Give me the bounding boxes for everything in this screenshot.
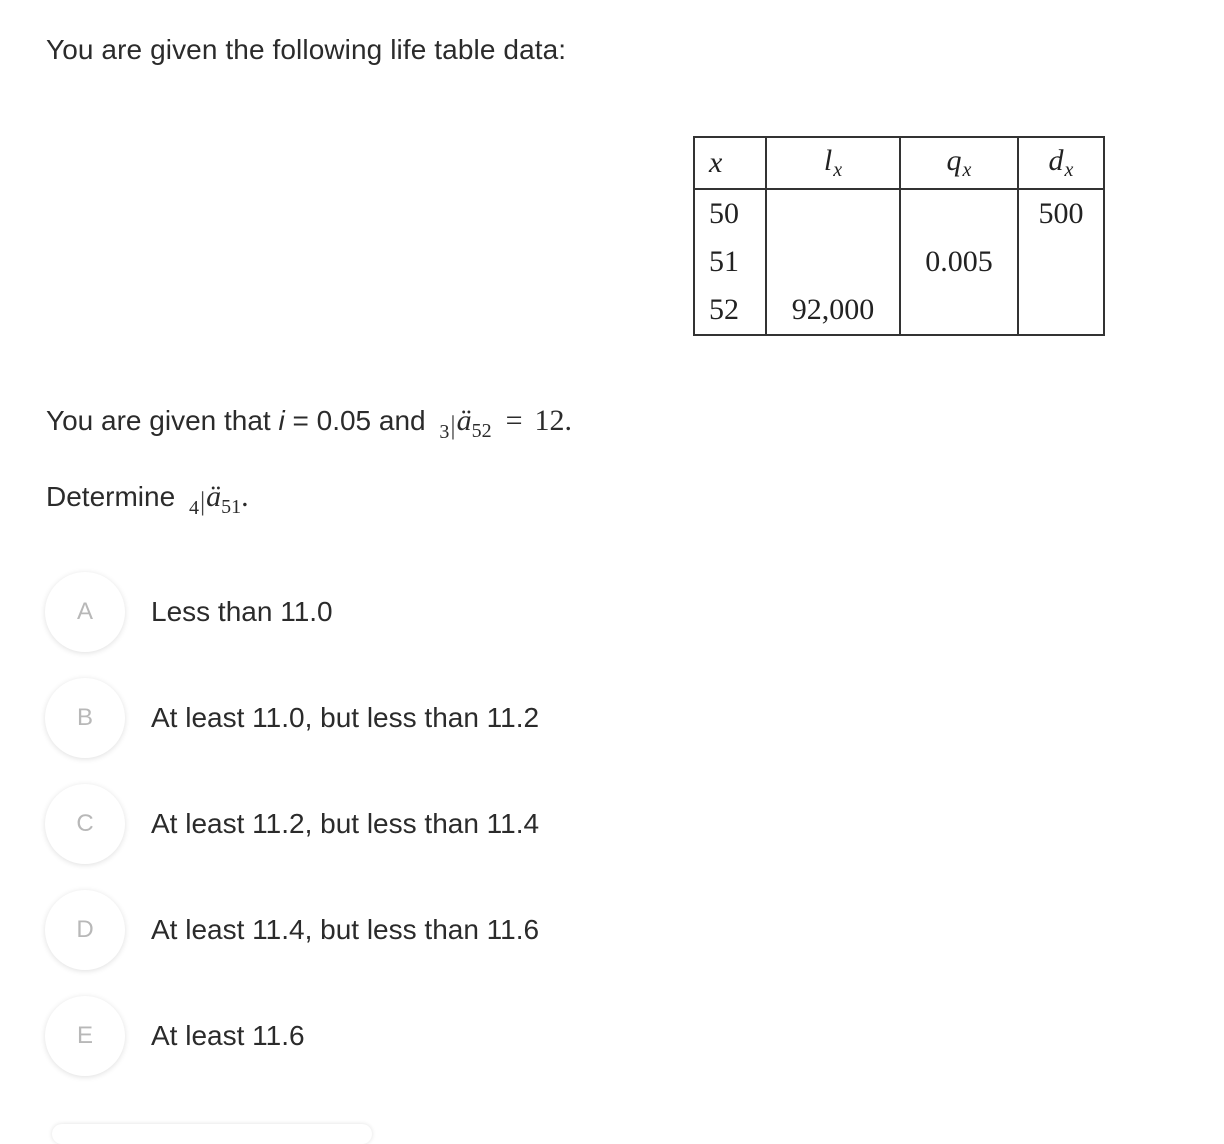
header-dx	[1018, 137, 1104, 189]
table-cell	[900, 189, 1018, 238]
table-header-row	[694, 137, 1104, 189]
header-lx-label: l	[823, 144, 833, 177]
option-b-badge[interactable]: B	[45, 678, 125, 758]
target-annuity-expression	[183, 480, 249, 519]
equals-sign: =	[505, 404, 523, 437]
given-statement	[46, 404, 572, 444]
header-lx-sub: x	[833, 159, 843, 181]
table-cell: 500	[1018, 189, 1104, 238]
determine-statement	[46, 480, 249, 520]
table-cell	[766, 189, 900, 238]
option-a-text[interactable]: Less than 11.0	[151, 596, 333, 627]
header-dx-sub: x	[1064, 159, 1074, 181]
life-table	[693, 136, 1105, 336]
option-a-badge[interactable]: A	[45, 572, 125, 652]
table-cell: 50	[694, 189, 766, 238]
interest-symbol: i	[278, 405, 285, 436]
annuity-value: 12.	[534, 404, 573, 437]
annuity-age: 51	[221, 496, 242, 518]
interest-value: = 0.05 and	[284, 405, 434, 436]
deferral-period: 3	[439, 421, 450, 443]
annuity-age: 52	[471, 420, 492, 442]
option-a[interactable]	[45, 572, 539, 652]
table-row	[694, 238, 1104, 286]
option-c-badge[interactable]: C	[45, 784, 125, 864]
deferral-bar: |	[199, 487, 206, 516]
table-cell	[900, 286, 1018, 335]
option-e[interactable]	[45, 996, 539, 1076]
annuity-symbol: ä	[206, 480, 222, 513]
partial-button-edge[interactable]	[52, 1124, 372, 1144]
table-cell: 0.005	[900, 238, 1018, 286]
option-d-badge[interactable]: D	[45, 890, 125, 970]
option-b[interactable]	[45, 678, 539, 758]
header-x-label: x	[709, 146, 723, 179]
option-c[interactable]	[45, 784, 539, 864]
header-dx-label: d	[1048, 144, 1064, 177]
answer-options	[45, 572, 539, 1102]
deferral-period: 4	[188, 497, 199, 519]
period: .	[241, 480, 249, 513]
annuity-symbol: ä	[456, 404, 472, 437]
header-lx	[766, 137, 900, 189]
given-annuity-expression	[433, 404, 573, 443]
deferral-bar: |	[450, 411, 456, 440]
option-d-text[interactable]: At least 11.4, but less than 11.6	[151, 914, 540, 945]
determine-prefix: Determine	[46, 481, 183, 512]
option-b-text[interactable]: At least 11.0, but less than 11.2	[151, 702, 540, 733]
table-cell: 92,000	[766, 286, 900, 335]
header-qx-sub: x	[962, 159, 972, 181]
option-c-text[interactable]: At least 11.2, but less than 11.4	[151, 808, 540, 839]
table-row	[694, 286, 1104, 335]
table-cell	[1018, 238, 1104, 286]
table-cell	[1018, 286, 1104, 335]
table-cell: 51	[694, 238, 766, 286]
option-d[interactable]	[45, 890, 539, 970]
header-qx	[900, 137, 1018, 189]
header-qx-label: q	[946, 144, 962, 177]
table-cell: 52	[694, 286, 766, 335]
given-prefix: You are given that	[46, 405, 279, 436]
table-row	[694, 189, 1104, 238]
option-e-text[interactable]: At least 11.6	[151, 1020, 305, 1051]
question-intro: You are given the following life table data:	[46, 34, 567, 65]
option-e-badge[interactable]: E	[45, 996, 125, 1076]
table-cell	[766, 238, 900, 286]
header-x	[694, 137, 766, 189]
